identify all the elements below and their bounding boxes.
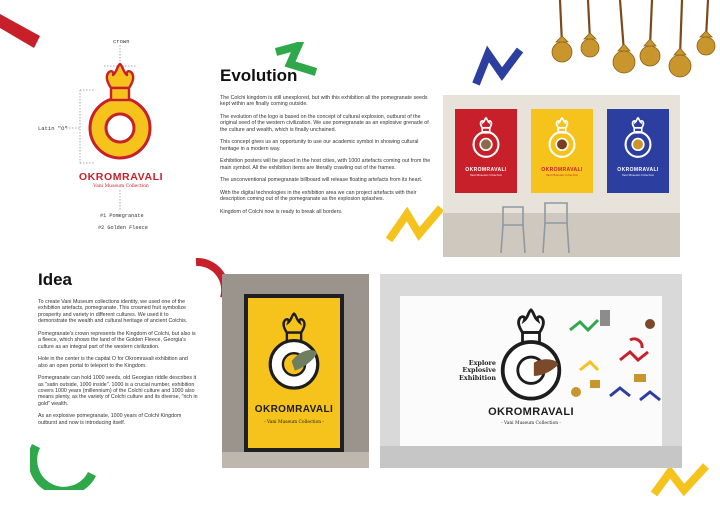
pomegranate-logo-icon <box>498 308 564 408</box>
logo-construction <box>0 0 220 240</box>
evolution-paragraph: The Colchi kingdom is still unexplored, but with this exhibition all the pomegranate seeds kept within are finally coming outside. <box>220 95 428 108</box>
floating-artefacts-image <box>560 300 670 420</box>
pomegranate-logo-icon <box>87 62 153 168</box>
evolution-paragraph: The unconventional pomegranate billboard will release floating artefacts from its heart. <box>220 177 423 184</box>
logo-brand-subtitle: Vani Museum Collection <box>93 184 149 189</box>
big-poster-subtitle: - Vani Museum Collection - <box>264 420 324 425</box>
pomegranate-logo-icon <box>623 117 653 161</box>
street-poster-photo <box>222 274 369 468</box>
poster-red-subtitle: Vani Museum Collection <box>470 174 502 177</box>
pomegranate-logo-icon <box>471 117 501 161</box>
idea-paragraph: Pomegranate's crown represents the Kingdom of Colchi, but also is a fleece, which shows the land of the Golden Fleece, Georgia's culture as an integral part of the western civilization. <box>38 330 196 350</box>
blue-zigzag-decoration <box>470 44 530 92</box>
floor <box>380 446 682 468</box>
poster-red-brand: OKROMRAVALI <box>465 167 507 173</box>
wall-tagline: Explore Explosive Exhibition <box>459 359 496 382</box>
evolution-paragraph: This concept gives us an opportunity to use our academic symbol in showing cultural heritage in a modern way. <box>220 139 419 152</box>
poster-yellow-brand: OKROMRAVALI <box>541 167 583 173</box>
evolution-title: Evolution <box>220 66 298 85</box>
golden-pomegranate-garland-image <box>540 0 720 82</box>
idea-title: Idea <box>38 270 73 289</box>
idea-paragraph: As an explosive pomegranate, 1000 years of Colchi Kingdom outburst and now is introducing itself. <box>38 413 182 426</box>
wall-brand: OKROMRAVALI <box>488 406 574 418</box>
poster-red <box>455 109 517 193</box>
legend-pomegranate: #1 Pomegranate <box>100 213 144 219</box>
poster-yellow <box>531 109 593 193</box>
poster-blue-brand: OKROMRAVALI <box>617 167 659 173</box>
legend-golden-fleece: #2 Golden Fleece <box>98 225 148 231</box>
idea-paragraph: To create Vani Museum collections identity, we used one of the exhibition artefacts, pomegranate. This crowned fruit symbolize prosperity and variety in different cultures. We used it to demonstrate the wealth and cultural heritage of ancient Colchis. <box>38 299 188 325</box>
sidewalk <box>222 452 369 468</box>
logo-brand-name: OKROMRAVALI <box>78 171 164 183</box>
wall-subtitle: - Vani Museum Collection - <box>501 421 561 426</box>
big-poster-brand: OKROMRAVALI <box>254 404 334 415</box>
idea-body <box>38 299 198 432</box>
crown-annotation: crown <box>113 38 130 45</box>
poster-yellow-subtitle: Vani Museum Collection <box>546 174 578 177</box>
poster-blue-subtitle: Vani Museum Collection <box>622 174 654 177</box>
evolution-paragraph: Kingdom of Colchi now is ready to break all borders. <box>220 209 343 215</box>
evolution-paragraph: With the digital technologies in the exhibition area we can project artefacts with their description coming out of the pomegranate as the explosion splashes. <box>220 190 417 203</box>
evolution-paragraph: The evolution of the logo is based on the concept of cultural explosion, outburst of the original seed of the western civilization. We use pomegranate as an explosive grenade of the culture and wealth, which is finally unchained. <box>220 114 429 133</box>
evolution-paragraph: Exhibition posters will be placed in the host cities, with 1000 artefacts coming out from the main symbol. All the exhibition items are literally crawling out of the frames. <box>220 158 431 171</box>
pomegranate-logo-icon <box>266 312 322 396</box>
pomegranate-logo-icon <box>547 117 577 161</box>
chairs-image <box>493 195 613 255</box>
latin-o-annotation: Latin "O" <box>38 125 68 132</box>
poster-blue <box>607 109 669 193</box>
evolution-body <box>220 95 432 222</box>
green-arc-decoration <box>30 440 100 490</box>
idea-paragraph: Pomegranate can hold 1000 seeds, old Georgian riddle describes it as "satin outside, 1000 inside". 1000 is a crucial number, exhibition covers 1000 years (millennium) of the Colchi culture and 1000 also means plenty, as the variety of Colchi culture and its diverse, "rich in gold" wealth. <box>38 375 198 407</box>
posters-wall-photo <box>443 95 680 257</box>
poster-yellow-large <box>248 298 340 448</box>
idea-paragraph: Hole in the center is the capital O for Okromravali exhibition and also an open portal to teleport to the Kingdom. <box>38 356 188 369</box>
exhibition-wall-photo <box>380 274 682 468</box>
